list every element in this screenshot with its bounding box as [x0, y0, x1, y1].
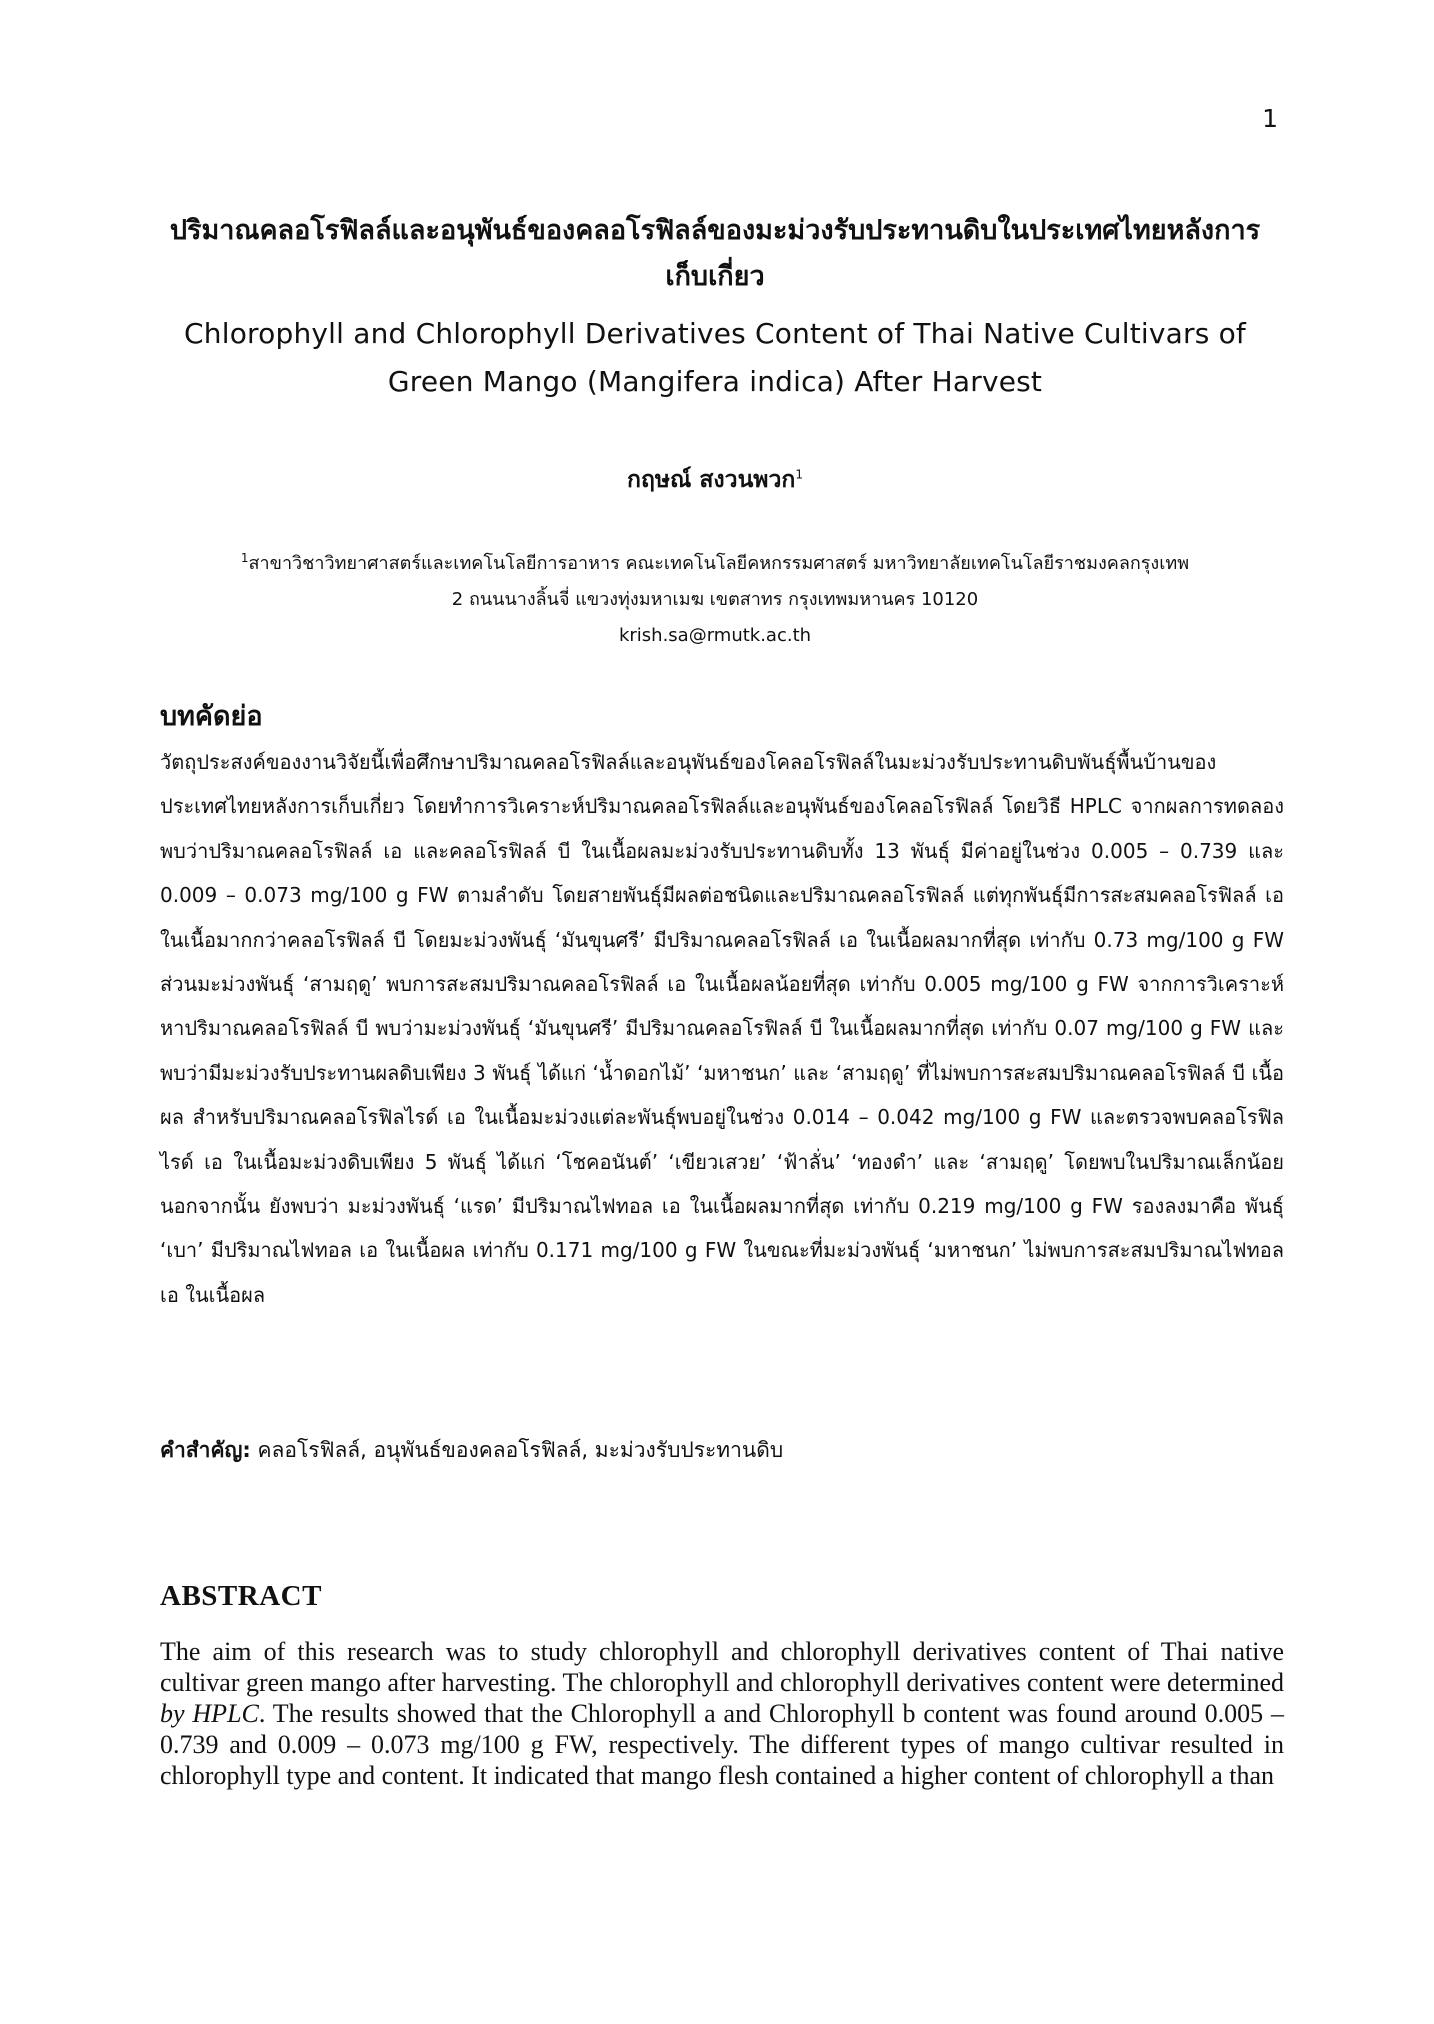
thai-abstract-body: วัตถุประสงค์ของงานวิจัยนี้เพื่อศึกษาปริมาณคลอโรฟิลล์และอนุพันธ์ของโคลอโรฟิลล์ในมะม่วงรับประทานดิบพันธุ์พื้นบ้านของประเทศไทยหลังการเก็บเกี่ยว โดยทำการวิเคราะห์ปริมาณคลอโรฟิลล์และอนุพันธ์ของโคลอโรฟิลล์ โดยวิธี HPLC จากผลการทดลองพบว่าปริมาณคลอโรฟิลล์ เอ และคลอโรฟิลล์ บี ในเนื้อผลมะม่วงรับประทานดิบทั้ง 13 พันธุ์ มีค่าอยู่ในช่วง 0.005 – 0.739 และ 0.009 – 0.073 mg/100 g FW ตามลำดับ โดยสายพันธุ์มีผลต่อชนิดและปริมาณคลอโรฟิลล์ แต่ทุกพันธุ์มีการสะสมคลอโรฟิลล์ เอ ในเนื้อมากกว่าคลอโรฟิลล์ บี โดยมะม่วงพันธุ์ ‘มันขุนศรี’ มีปริมาณคลอโรฟิลล์ เอ ในเนื้อผลมากที่สุด เท่ากับ 0.73 mg/100 g FW ส่วนมะม่วงพันธุ์ ‘สามฤดู’ พบการสะสมปริมาณคลอโรฟิลล์ เอ ในเนื้อผลน้อยที่สุด เท่ากับ 0.005 mg/100 g FW จากการวิเคราะห์หาปริมาณคลอโรฟิลล์ บี พบว่ามะม่วงพันธุ์ ‘มันขุนศรี’ มีปริมาณคลอโรฟิลล์ บี ในเนื้อผลมากที่สุด เท่ากับ 0.07 mg/100 g FW และพบว่ามีมะม่วงรับประทานผลดิบเพียง 3 พันธุ์ ได้แก่ ‘น้ำดอกไม้’ ‘มหาชนก’ และ ‘สามฤดู’ ที่ไม่พบการสะสมปริมาณคลอโรฟิลล์ บี เนื้อผล สำหรับปริมาณคลอโรฟิลไรด์ เอ ในเนื้อมะม่วงแต่ละพันธุ์พบอยู่ในช่วง 0.014 – 0.042 mg/100 g FW และตรวจพบคลอโรฟิลไรด์ เอ ในเนื้อมะม่วงดิบเพียง 5 พันธุ์ ได้แก่ ‘โชคอนันต์’ ‘เขียวเสวย’ ‘ฟ้าลั่น’ ‘ทองดำ’ และ ‘สามฤดู’ โดยพบในปริมาณเล็กน้อย นอกจากนั้น ยังพบว่า มะม่วงพันธุ์ ‘แรด’ มีปริมาณไฟทอล เอ ในเนื้อผลมากที่สุด เท่ากับ 0.219 mg/100 g FW รองลงมาคือ พันธุ์ ‘เบา’ มีปริมาณไฟทอล เอ ในเนื้อผล เท่ากับ 0.171 mg/100 g FW ในขณะที่มะม่วงพันธุ์ ‘มหาชนก’ ไม่พบการสะสมปริมาณไฟทอล เอ ในเนื้อผล [160, 750, 1284, 1307]
affiliation-superscript: 1 [240, 551, 249, 565]
english-abstract-heading: ABSTRACT [160, 1580, 322, 1612]
affiliation [160, 540, 1270, 654]
affiliation-institution: สาขาวิชาวิทยาศาสตร์และเทคโนโลยีการอาหาร คณะเทคโนโลยีคหกรรมศาสตร์ มหาวิทยาลัยเทคโนโลยีราชมงคลกรุงเทพ [248, 553, 1190, 574]
affiliation-line-1 [160, 540, 1270, 582]
english-abstract-italic: by HPLC [160, 1699, 259, 1728]
author-superscript: 1 [795, 467, 803, 482]
author [160, 462, 1270, 498]
affiliation-line-2: 2 ถนนนางลิ้นจี่ แขวงทุ่งมหาเมฆ เขตสาทร กรุงเทพมหานคร 10120 [451, 589, 979, 610]
english-abstract-part-1: The aim of this research was to study chlorophyll and chlorophyll derivatives content of Thai native cultivar green mango after harvesting. The chlorophyll and chlorophyll derivatives content were determined [160, 1637, 1284, 1697]
thai-abstract-heading: บทคัดย่อ [160, 701, 263, 732]
author-name: กฤษณ์ สงวนพวก [627, 467, 796, 493]
page-number: 1 [1262, 104, 1278, 133]
english-abstract-body [160, 1636, 1284, 1791]
author-email: krish.sa@rmutk.ac.th [618, 625, 812, 646]
keywords [160, 1434, 783, 1467]
thai-title: ปริมาณคลอโรฟิลล์และอนุพันธ์ของคลอโรฟิลล์ของมะม่วงรับประทานดิบในประเทศไทยหลังการเก็บเกี่ยว [169, 215, 1261, 292]
english-title: Chlorophyll and Chlorophyll Derivatives Content of Thai Native Cultivars of Green Mango (Mangifera indica) After Harvest [184, 317, 1246, 398]
title-block [160, 208, 1270, 406]
english-abstract-part-2: . The results showed that the Chlorophyll a and Chlorophyll b content was found around 0.005 – 0.739 and 0.009 – 0.073 mg/100 g FW, respectively. The different types of mango cultivar resulted in chlorophyll type and content. It indicated that mango flesh contained a higher content of chlorophyll a than [160, 1699, 1285, 1790]
keywords-text: คลอโรฟิลล์, อนุพันธ์ของคลอโรฟิลล์, มะม่วงรับประทานดิบ [257, 1438, 784, 1462]
keywords-label: คำสำคัญ: [160, 1438, 251, 1462]
